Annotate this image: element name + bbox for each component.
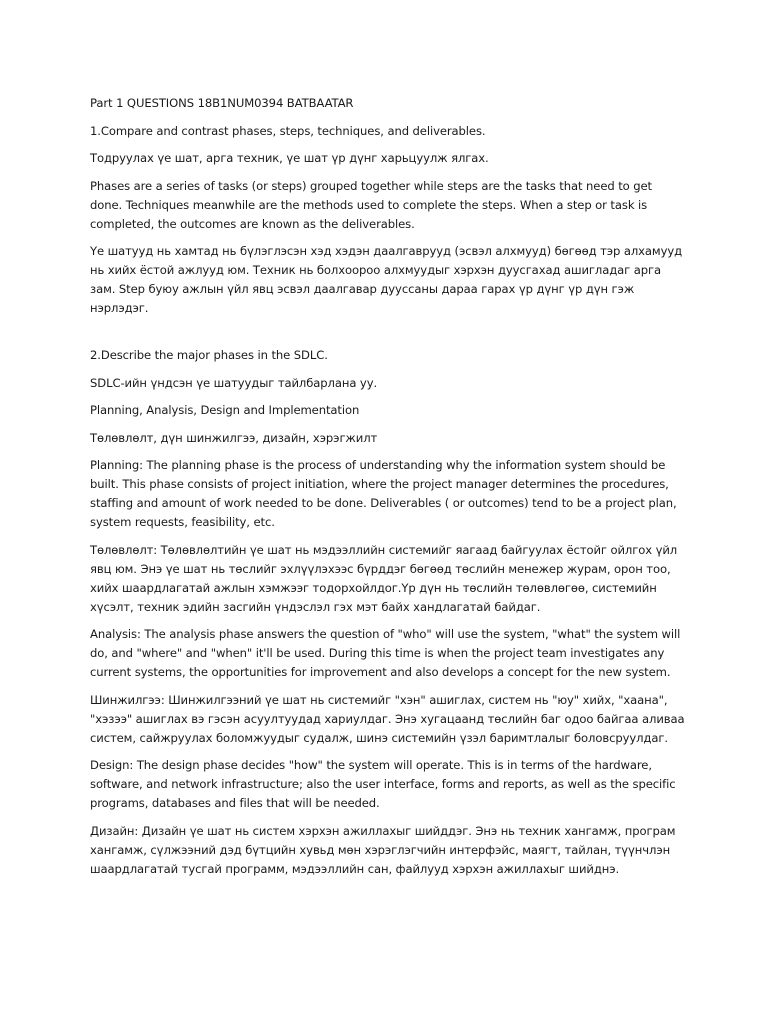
answer-1-en: Phases are a series of tasks (or steps) grouped together while steps are the tasks that need to get done. Techniques meanwhile are the methods used to complete the steps. When a step or task is completed, the outcomes are known as the deliverables. <box>90 178 652 231</box>
question-1-heading-mn: Тодруулах үе шат, арга техник, үе шат үр дүнг харьцуулж ялгах. <box>90 151 489 165</box>
phases-list-mn: Төлөвлөлт, дүн шинжилгээ, дизайн, хэрэгжилт <box>90 430 378 445</box>
design-en: Design: The design phase decides "how" the system will operate. This is in terms of the hardware, software, and network infrastructure; also the user interface, forms and reports, as well as the specific programs, databases and files that will be needed. <box>90 758 676 810</box>
document-page <box>90 94 686 887</box>
planning-en: Planning: The planning phase is the process of understanding why the information system should be built. This phase consists of project initiation, where the project manager determines the procedures, staffing and amount of work needed to be done. Deliverables ( or outcomes) tend to be a project plan, system requests, feasibility, etc. <box>90 458 677 529</box>
answer-1-mn: Үе шатууд нь хамтад нь бүлэглэсэн хэд хэдэн даалгаврууд (эсвэл алхмууд) бөгөөд тэр алхамууд нь хийх ёстой ажлууд юм. Техник нь болхоороо алхмуудыг хэрхэн дуусгахад ашигладаг арга зам. Step буюу ажлын үйл явц эсвэл даалгавар дууссаны дараа гарах үр дүнг үр дүн гэж нэрлэдэг. <box>90 244 683 315</box>
design-mn: Дизайн: Дизайн үе шат нь систем хэрхэн ажиллахыг шийддэг. Энэ нь техник хангамж, програм хангамж, сүлжээний дэд бүтцийн хувьд мөн хэрэглэгчийн интерфэйс, маягт, тайлан, түүнчлэн шаардлагатай тусгай программ, мэдээллийн сан, файлууд хэрхэн ажиллахыг шийднэ. <box>90 823 676 876</box>
planning-mn: Төлөвлөлт: Төлөвлөлтийн үе шат нь мэдээллийн системийг яагаад байгуулах ёстойг ойлгох үйл явц юм. Энэ үе шат нь төслийг эхлүүлэхээс бүрддэг бөгөөд төслийн менежер журам, орон тоо, хийх шаардлагатай ажлын хэмжээг тодорхойлдог.Үр дүн нь төслийн төлөвлөгөө, системийн хүсэлт, техник эдийн засгийн үндэслэл гэх мэт байх хандлагатай байдаг. <box>90 542 678 614</box>
phases-list-en: Planning, Analysis, Design and Implementation <box>90 403 360 417</box>
question-2-heading-mn: SDLC-ийн үндсэн үе шатуудыг тайлбарлана уу. <box>90 375 378 390</box>
document-title: Part 1 QUESTIONS 18B1NUM0394 BATBAATAR <box>90 96 354 110</box>
question-1-heading: 1.Compare and contrast phases, steps, techniques, and deliverables. <box>90 123 486 138</box>
question-2-heading: 2.Describe the major phases in the SDLC. <box>90 348 328 362</box>
analysis-en: Analysis: The analysis phase answers the question of "who" will use the system, "what" the system will do, and "where" and "when" it'll be used. During this time is when the project team investigates any current systems, the opportunities for improvement and also develops a concept for the new system. <box>90 627 681 679</box>
analysis-mn: Шинжилгээ: Шинжилгээний үе шат нь системийг "хэн" ашиглах, систем нь "юу" хийх, "хаана", "хэзээ" ашиглах вэ гэсэн асуултуудад хариулдаг. Энэ хугацаанд төслийн баг одоо байгаа аливаа систем, сайжруулах боломжуудыг судалж, шинэ системийн үзэл баримтлалыг боловсруулдаг. <box>90 692 685 745</box>
